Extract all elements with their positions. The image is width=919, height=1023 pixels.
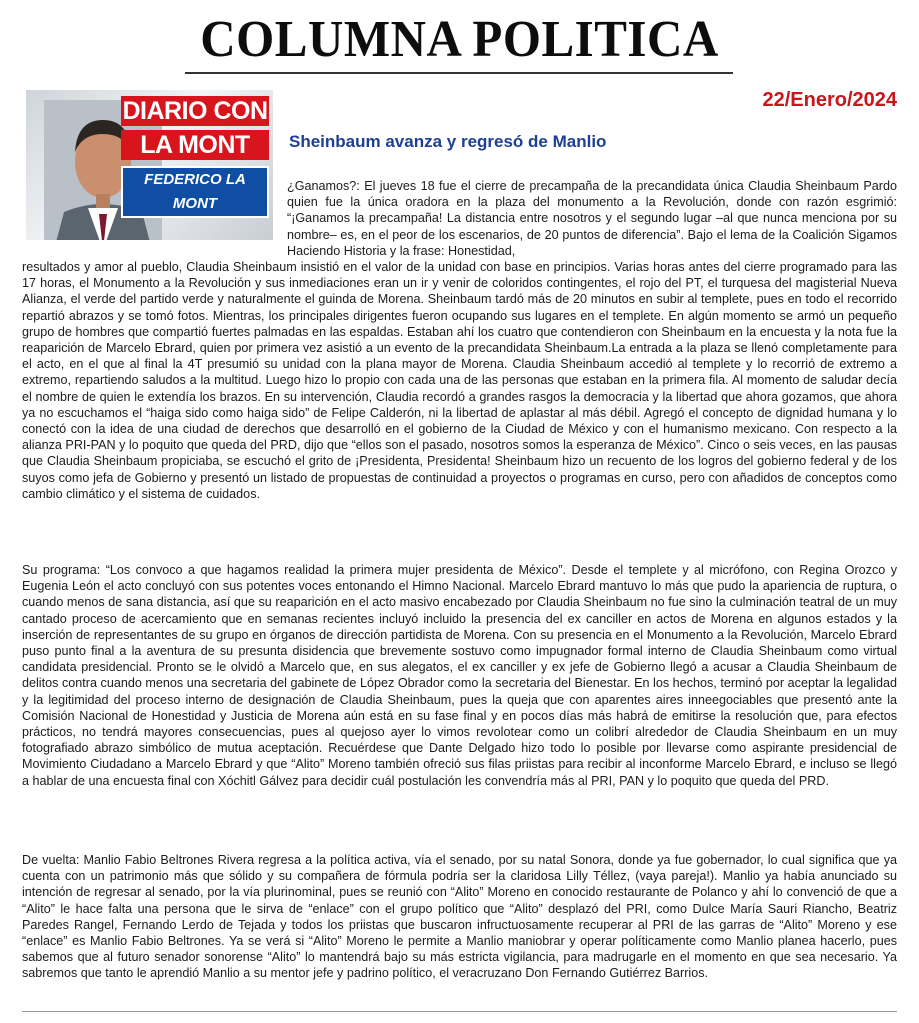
column-logo [26,90,273,240]
article-headline: Sheinbaum avanza y regresó de Manlio [289,132,607,151]
logo-line-2: LA MONT [121,130,269,160]
masthead-divider [185,72,733,74]
logo-author-name: FEDERICO LA MONT [121,166,269,218]
masthead-title: COLUMNA POLITICA [200,9,719,68]
article-paragraph-1-intro: ¿Ganamos?: El jueves 18 fue el cierre de precampaña de la precandidata única Claudia Sheinbaum Pardo quien fue la única oradora en la plaza del monumento a la Revolución, donde con razón esgrimió: “¡Ganamos la precampaña! La distancia entre nosotros y el segundo lugar –al que nunca menciona por su nombre– es, en el peor de los escenarios, de 20 puntos de diferencia”. Bajo el lema de la Coalición Sigamos Haciendo Historia y la frase: Honestidad, [287,179,897,258]
article-paragraph-3: De vuelta: Manlio Fabio Beltrones Rivera regresa a la política activa, vía el senado, por su natal Sonora, donde ya fue gobernador, lo cual significa que ya cuenta con un patrimonio más que sólido y su compañera de fórmula podría ser la claridosa Lilly Téllez, (vaya pareja!). Manlio ya había anunciado su intención de regresar al senado, por la vía plurinominal, pues se reunió con “Alito” Moreno en conocido restaurante de Polanco y ahí lo convenció de que a “Alito” le hace falta una persona que le sirva de “enlace” con el grupo político que “Alito” desplazó del PRI, como Dulce María Sauri Riancho, Beatriz Paredes Rangel, Fernando Lerdo de Tejada y todos los priistas que buscaron infructuosamente recuperar al PRI de las garras de “Alito” Moreno y ese “enlace” es Manlio Fabio Beltrones. Ya se verá si “Alito” Moreno le permite a Manlio maniobrar y operar políticamente como Manlio planea hacerlo, pues sabemos que al futuro senador sonorense “Alito” lo mantendrá bajo su más estricta vigilancia, para madrugarle en el momento en que sea necesario. Ya sabremos que tanto le aprendió Manlio a su mentor jefe y padrino político, el veracruzano Don Fernando Gutiérrez Barrios. [22,853,897,981]
article-paragraph-2: Su programa: “Los convoco a que hagamos realidad la primera mujer presidenta de México”. Desde el templete y al micrófono, con Regina Orozco y Eugenia León el acto concluyó con sus potentes voces entonando el Himno Nacional. Marcelo Ebrard mantuvo lo más que pudo la apariencia de ruptura, o cuando menos de sana distancia, así que su reaparición en el acto masivo encabezado por Claudia Sheinbaum no fue sino la culminación teatral de un muy cantado proceso de acercamiento que en semanas recientes incluyó incluido la presencia del ex canciller en actos de Morena en algunos estados y la inserción de representantes de su grupo en órganos de dirección partidista de Morena. Con su presencia en el Monumento a la Revolución, Marcelo Ebrard puso punto final a la aventura de su presunta disidencia que brevemente sostuvo como impugnador formal interno de Claudia Sheinbaum como virtual candidata presidencial. Pronto se le olvidó a Marcelo que, en sus alegatos, el ex canciller y ex jefe de Gobierno llegó a acusar a Claudia Sheinbaum de delitos contra cuando menos una secretaria del gabinete de López Obrador como la secretaria del Bienestar. En los hechos, terminó por aceptar la legalidad y la legitimidad del proceso interno de designación de Claudia Sheinbaum, pues la queja que con aparentes aires inneegociables que presentó ante la Comisión Nacional de Honestidad y Justicia de Morena aún está en su fase final y en pocos días más habrá de emitirse la resolución que, para efectos prácticos, no tendrá mayores consecuencias, pues al quejoso ayer lo vimos revolotear como un colibrí alrededor de Claudia Sheinbaum en un muy fotografiado abrazo simbólico de mutua aceptación. Recuérdese que Dante Delgado hizo todo lo posible por llevarse como aspirante presidencial de Movimiento Ciudadano a Marcelo Ebrard y que “Alito” Moreno también ofreció sus filas priistas para recibir al inconforme Marcelo Ebrard, e incluso se llegó a hablar de una encuesta final con Xóchitl Gálvez para decidir cuál postulación les convendría más al PRI, PAN y lo poquito que queda del PRD. [22,563,897,788]
publication-date: 22/Enero/2024 [762,89,897,111]
logo-line-1: DIARIO CON [122,97,268,125]
logo-banner [121,96,269,218]
article-paragraph-1-continued: resultados y amor al pueblo, Claudia Sheinbaum insistió en el valor de la unidad con base en principios. Varias horas antes del cierre programado para las 17 horas, el Monumento a la Revolución y sus inmediaciones eran un ir y venir de coloridos contingentes, el rojo del PT, el turquesa del magisterial Nueva Alianza, el verde del partido verde y naturalmente el guinda de Morena. Sheinbaum tardó más de 20 minutos en subir al templete, pues en todo el recorrido repartió abrazos y se tomó fotos. Mientras, los principales dirigentes fueron ocupando sus lugares en el templete. En algún momento se armó un pequeño grupo de hombres que compartió fuertes palmadas en las espaldas. Estaban ahí los cuatro que contendieron con Sheinbaum en la encuesta y la nota fue la reaparición de Marcelo Ebrard, quien por primera vez asistió a un evento de la precandidata Sheinbaum.La entrada a la plaza se llenó completamente para el acto, en el que al final la 4T presumió su unidad con la plana mayor de Morena. Claudia Sheinbaum accedió al templete y lo recorrió de extremo a extremo, repartiendo saludos a la multitud. Luego hizo lo propio con cada una de las personas que estaban en la primera fila. Al momento de saludar decía el nombre de quien le extendía los brazos. En su intervención, Claudia recordó a grandes rasgos la democracia y la libertad que ahora gozamos, que ahora ya no escuchamos el “haiga sido como haiga sido” de Felipe Calderón, ni la libertad de aplastar al más débil. Agregó el concepto de dignidad humana y lo conectó con la idea de una ciudad de derechos que desarrolló en el gobierno de la Ciudad de México y con el humanismo mexicano. Con respecto a la alianza PRI-PAN y lo poquito que queda del PRD, dijo que “ellos son el pasado, nosotros somos la esperanza de México”. Cinco o seis veces, en las pausas que Claudia Sheinbaum propiciaba, se escuchó el grito de ¡Presidenta, Presidenta! Sheinbaum hizo un recuento de los logros del gobierno federal y de los suyos como jefa de Gobierno y presentó un listado de propuestas de continuidad a proyectos o programas en curso, pero con añadidos de conceptos como cambio climático y el sistema de cuidados. [22,260,897,501]
bottom-divider [22,1011,897,1012]
